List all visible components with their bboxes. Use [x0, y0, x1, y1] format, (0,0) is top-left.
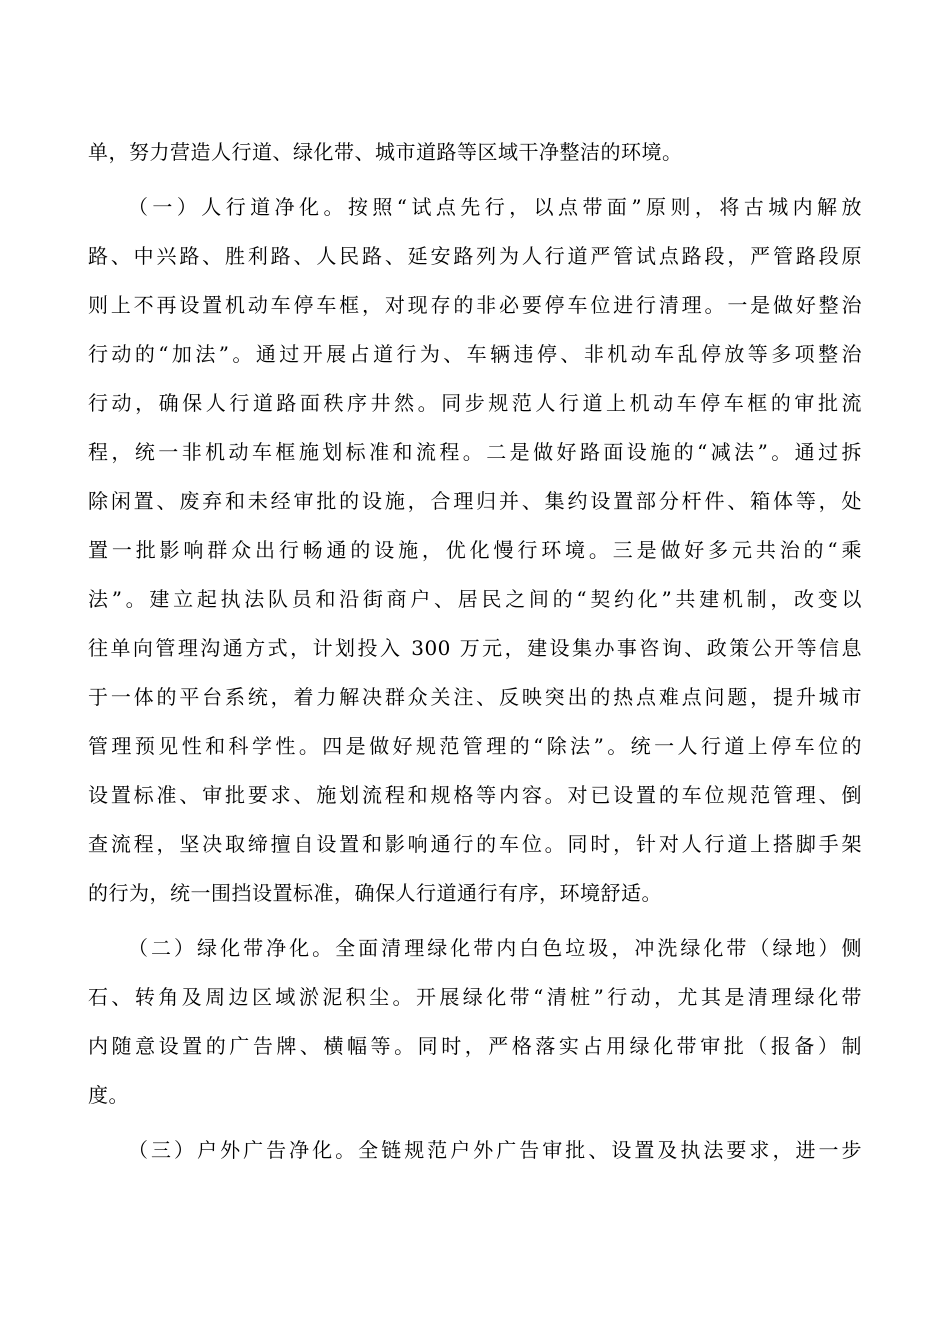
- paragraph-line: 除闲置、废弃和未经审批的设施，合理归并、集约设置部分杆件、箱体等，处: [88, 489, 862, 513]
- paragraph-line: 于一体的平台系统，着力解决群众关注、反映突出的热点难点问题，提升城市: [88, 685, 862, 709]
- paragraph-line: 法”。建立起执法队员和沿街商户、居民之间的“契约化”共建机制，改变以: [88, 587, 862, 611]
- paragraph-line: （二）绿化带净化。全面清理绿化带内白色垃圾，冲洗绿化带（绿地）侧: [128, 936, 862, 960]
- paragraph-line: 查流程，坚决取缔擅自设置和影响通行的车位。同时，针对人行道上搭脚手架: [88, 832, 862, 856]
- paragraph-line: 程，统一非机动车框施划标准和流程。二是做好路面设施的“减法”。通过拆: [88, 440, 862, 464]
- paragraph-line: 的行为，统一围挡设置标准，确保人行道通行有序，环境舒适。: [88, 881, 662, 905]
- paragraph-line: （一）人行道净化。按照“试点先行，以点带面”原则，将古城内解放: [128, 195, 862, 219]
- paragraph-line: 往单向管理沟通方式，计划投入 300 万元，建设集办事咨询、政策公开等信息: [88, 636, 862, 660]
- paragraph-line: 管理预见性和科学性。四是做好规范管理的“除法”。统一人行道上停车位的: [88, 734, 862, 758]
- paragraph-line: 内随意设置的广告牌、横幅等。同时，严格落实占用绿化带审批（报备）制: [88, 1034, 862, 1058]
- paragraph-line: 行动的“加法”。通过开展占道行为、车辆违停、非机动车乱停放等多项整治: [88, 342, 862, 366]
- paragraph-sidewalk-cleanup: [88, 183, 862, 918]
- paragraph-line: 石、转角及周边区域淤泥积尘。开展绿化带“清桩”行动，尤其是清理绿化带: [88, 985, 862, 1009]
- paragraph-intro-continuation: [88, 128, 862, 177]
- paragraph-line: 路、中兴路、胜利路、人民路、延安路列为人行道严管试点路段，严管路段原: [88, 244, 862, 268]
- paragraph-line: 行动，确保人行道路面秩序井然。同步规范人行道上机动车停车框的审批流: [88, 391, 862, 415]
- paragraph-greenbelt-cleanup: [88, 924, 862, 1120]
- paragraph-line: （三）户外广告净化。全链规范户外广告审批、设置及执法要求，进一步: [128, 1138, 862, 1162]
- paragraph-line: 度。: [88, 1083, 129, 1107]
- paragraph-line: 置一批影响群众出行畅通的设施，优化慢行环境。三是做好多元共治的“乘: [88, 538, 862, 562]
- paragraph-line: 单，努力营造人行道、绿化带、城市道路等区域干净整洁的环境。: [88, 140, 683, 164]
- paragraph-outdoor-ads-cleanup: [88, 1126, 862, 1175]
- paragraph-line: 则上不再设置机动车停车框，对现存的非必要停车位进行清理。一是做好整治: [88, 293, 862, 317]
- document-body: [88, 128, 862, 1181]
- paragraph-line: 设置标准、审批要求、施划流程和规格等内容。对已设置的车位规范管理、倒: [88, 783, 862, 807]
